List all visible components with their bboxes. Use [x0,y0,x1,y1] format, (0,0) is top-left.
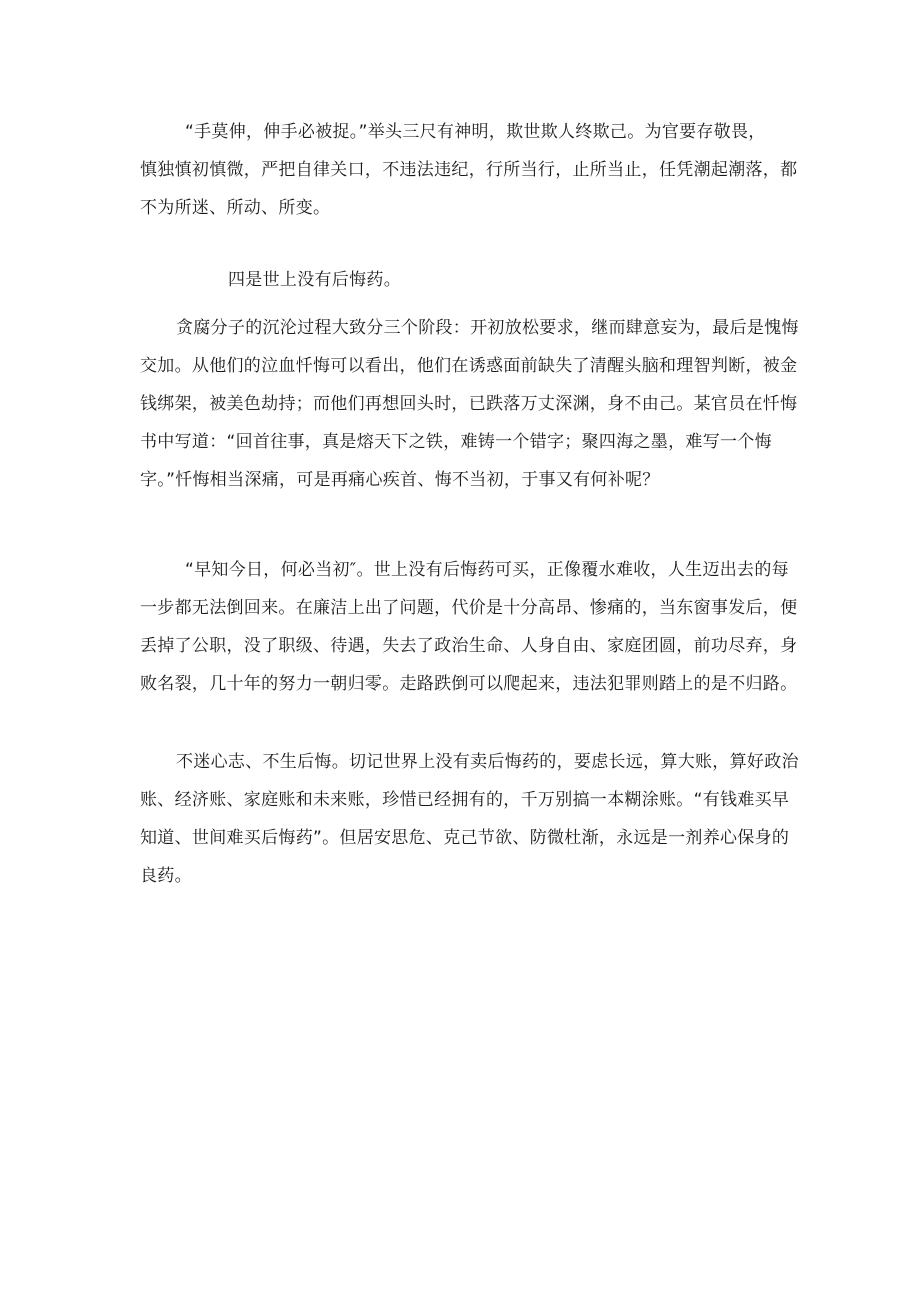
paragraph-2 [140,309,800,499]
text-line: 丢掉了公职，没了职级、待遇，失去了政治生命、人身自由、家庭团圆，前功尽弃，身 [140,636,798,656]
paragraph-1 [140,113,800,227]
text-line: “早知今日，何必当初″。世上没有后悔药可买，正像覆水难收，人生迈出去的每 [185,560,789,580]
text-line: 字。”忏悔相当深痛，可是再痛心疾首、悔不当初，于事又有何补呢？ [140,470,660,490]
text-line: 书中写道：“回首往事，真是熔天下之铁，难铸一个错字；聚四海之墨，难写一个悔 [140,432,772,452]
section-heading: 四是世上没有后悔药。 [228,270,401,290]
text-line: “手莫伸，伸手必被捉。”举头三尺有神明，欺世欺人终欺己。为官要存敬畏， [185,122,766,142]
text-line: 慎独慎初慎微，严把自律关口，不违法违纪，行所当行，止所当止，任凭潮起潮落，都 [140,160,798,180]
text-line: 一步都无法倒回来。在廉洁上出了问题，代价是十分高昂、惨痛的，当东窗事发后，便 [140,598,798,618]
text-line: 钱绑架，被美色劫持；而他们再想回头时，已跌落万丈深渊，身不由己。某官员在忏悔 [140,394,798,414]
text-line: 不迷心志、不生后悔。切记世界上没有卖后悔药的，要虑长远，算大账，算好政治 [176,752,799,772]
text-line: 知道、世间难买后悔药”。但居安思危、克己节欲、防微杜渐，永远是一剂养心保身的 [140,828,790,848]
text-line: 良药。 [140,866,192,886]
text-line: 账、经济账、家庭账和未来账，珍惜已经拥有的，千万别搞一本糊涂账。“有钱难买早 [140,790,790,810]
text-line: 不为所迷、所动、所变。 [140,198,331,218]
text-line: 交加。从他们的泣血忏悔可以看出，他们在诱惑面前缺失了清醒头脑和理智判断，被金 [140,356,798,376]
text-line: 贪腐分子的沉沦过程大致分三个阶段：开初放松要求，继而肆意妄为，最后是愧悔 [176,318,799,338]
paragraph-4 [140,743,800,895]
paragraph-3 [140,551,800,703]
text-line: 败名裂，几十年的努力一朝归零。走路跌倒可以爬起来，违法犯罪则踏上的是不归路。 [140,674,798,694]
